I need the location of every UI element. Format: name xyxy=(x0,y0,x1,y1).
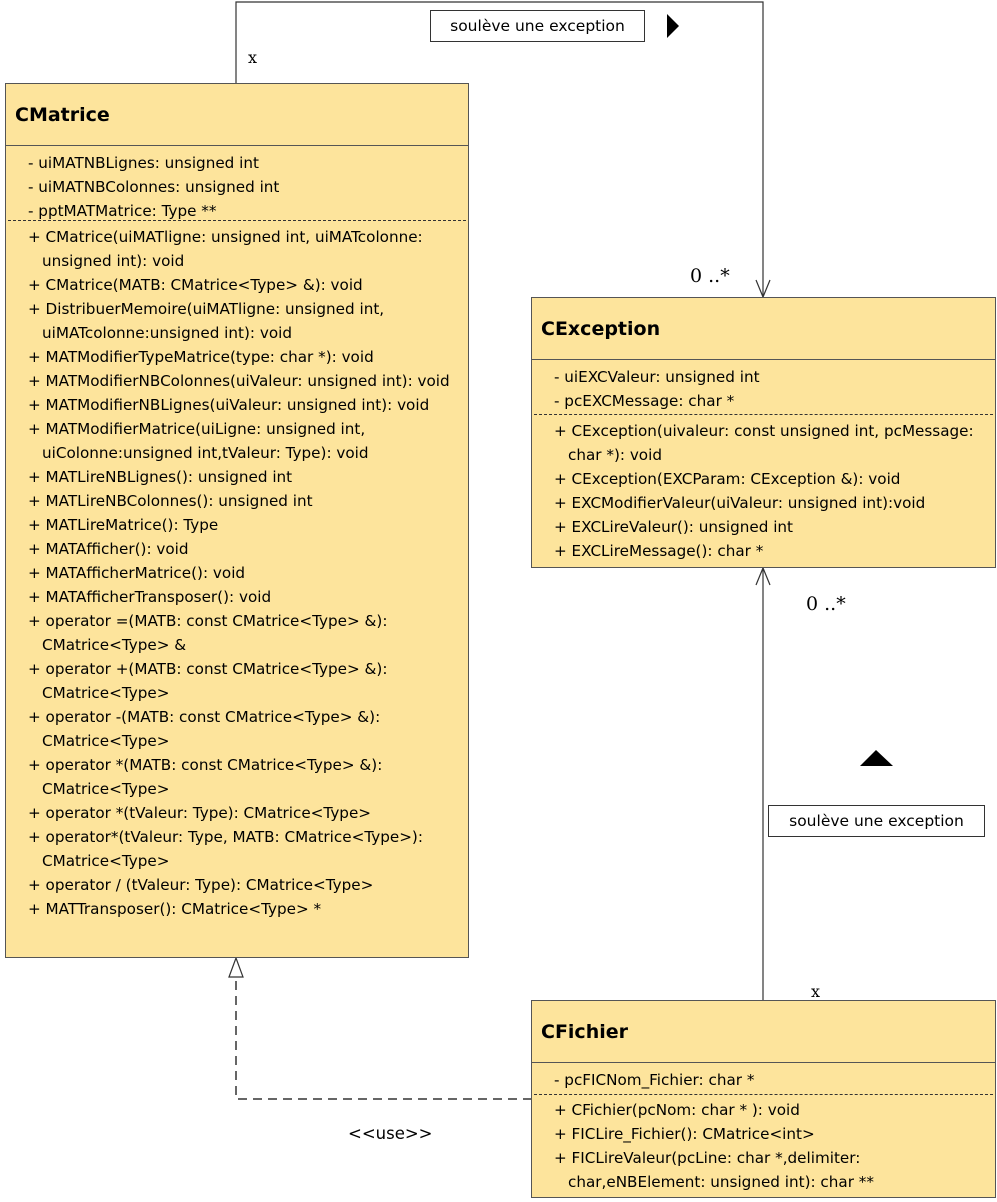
relation-label-fichier-exception: soulève une exception xyxy=(768,805,985,837)
attribute: - uiMATNBColonnes: unsigned int xyxy=(28,178,280,196)
operation: + MATLireNBColonnes(): unsigned int xyxy=(28,492,313,510)
dependency-line-fichier-matrice xyxy=(236,977,532,1099)
operation: + CMatrice(uiMATligne: unsigned int, uiMATcolonne: unsigned int): void xyxy=(28,228,423,270)
operation-list xyxy=(6,221,468,925)
operation-list xyxy=(532,415,995,567)
operation: + MATModifierNBColonnes(uiValeur: unsigned int): void xyxy=(28,372,450,390)
class-name: CFichier xyxy=(532,1001,995,1063)
class-cfichier[interactable] xyxy=(531,1000,996,1198)
operation: + MATTransposer(): CMatrice<Type> * xyxy=(28,900,322,918)
operation: + EXCLireMessage(): char * xyxy=(554,542,764,560)
operation: + operator +(MATB: const CMatrice<Type> &): CMatrice<Type> xyxy=(28,660,388,702)
operation: + operator -(MATB: const CMatrice<Type> &): CMatrice<Type> xyxy=(28,708,381,750)
operation: + MATLireMatrice(): Type xyxy=(28,516,219,534)
attribute: - uiMATNBLignes: unsigned int xyxy=(28,154,259,172)
attribute: - pptMATMatrice: Type ** xyxy=(28,202,217,220)
class-cmatrice[interactable] xyxy=(5,83,469,958)
operation: + operator *(MATB: const CMatrice<Type> &): CMatrice<Type> xyxy=(28,756,383,798)
operation: + FICLire_Fichier(): CMatrice<int> xyxy=(554,1125,815,1143)
attribute-list xyxy=(532,360,995,417)
operation: + EXCModifierValeur(uiValeur: unsigned int):void xyxy=(554,494,926,512)
operation: + CException(uivaleur: const unsigned int, pcMessage: char *): void xyxy=(554,422,974,464)
attribute-list xyxy=(6,146,468,227)
multiplicity-source-matrice: x xyxy=(248,48,258,67)
direction-triangle-right-icon xyxy=(667,14,679,38)
operation: + operator =(MATB: const CMatrice<Type> &): CMatrice<Type> & xyxy=(28,612,388,654)
operation: + CFichier(pcNom: char * ): void xyxy=(554,1101,800,1119)
attribute: - pcFICNom_Fichier: char * xyxy=(554,1071,755,1089)
attribute-list xyxy=(532,1063,995,1096)
attribute: - pcEXCMessage: char * xyxy=(554,392,735,410)
operation: + MATAfficherTransposer(): void xyxy=(28,588,272,606)
operation: + MATAfficherMatrice(): void xyxy=(28,564,246,582)
class-name: CMatrice xyxy=(6,84,468,146)
operation-list xyxy=(532,1095,995,1198)
realization-arrowhead xyxy=(229,958,243,977)
operation: + FICLireValeur(pcLine: char *,delimiter: char,eNBElement: unsigned int): char ** xyxy=(554,1149,874,1191)
multiplicity-target-exception-bottom: 0 ..* xyxy=(806,593,846,615)
operation: + MATLireNBLignes(): unsigned int xyxy=(28,468,293,486)
operation: + CException(EXCParam: CException &): void xyxy=(554,470,901,488)
operation: + MATAfficher(): void xyxy=(28,540,189,558)
use-stereotype-label: <<use>> xyxy=(348,1124,433,1143)
multiplicity-target-exception-top: 0 ..* xyxy=(690,265,730,287)
operation: + DistribuerMemoire(uiMATligne: unsigned int, uiMATcolonne:unsigned int): void xyxy=(28,300,385,342)
operation: + operator / (tValeur: Type): CMatrice<Type> xyxy=(28,876,374,894)
relation-label-matrice-exception: soulève une exception xyxy=(430,10,645,42)
operation: + CMatrice(MATB: CMatrice<Type> &): void xyxy=(28,276,363,294)
multiplicity-source-fichier: x xyxy=(811,982,821,1001)
operation: + EXCLireValeur(): unsigned int xyxy=(554,518,793,536)
operation: + MATModifierTypeMatrice(type: char *): void xyxy=(28,348,374,366)
attribute: - uiEXCValeur: unsigned int xyxy=(554,368,760,386)
operation: + operator*(tValeur: Type, MATB: CMatrice<Type>): CMatrice<Type> xyxy=(28,828,423,870)
operation: + MATModifierNBLignes(uiValeur: unsigned int): void xyxy=(28,396,430,414)
operation: + MATModifierMatrice(uiLigne: unsigned int, uiColonne:unsigned int,tValeur: Type): void xyxy=(28,420,369,462)
class-name: CException xyxy=(532,298,995,360)
direction-triangle-up-icon xyxy=(860,750,893,766)
class-cexception[interactable] xyxy=(531,297,996,568)
operation: + operator *(tValeur: Type): CMatrice<Type> xyxy=(28,804,372,822)
